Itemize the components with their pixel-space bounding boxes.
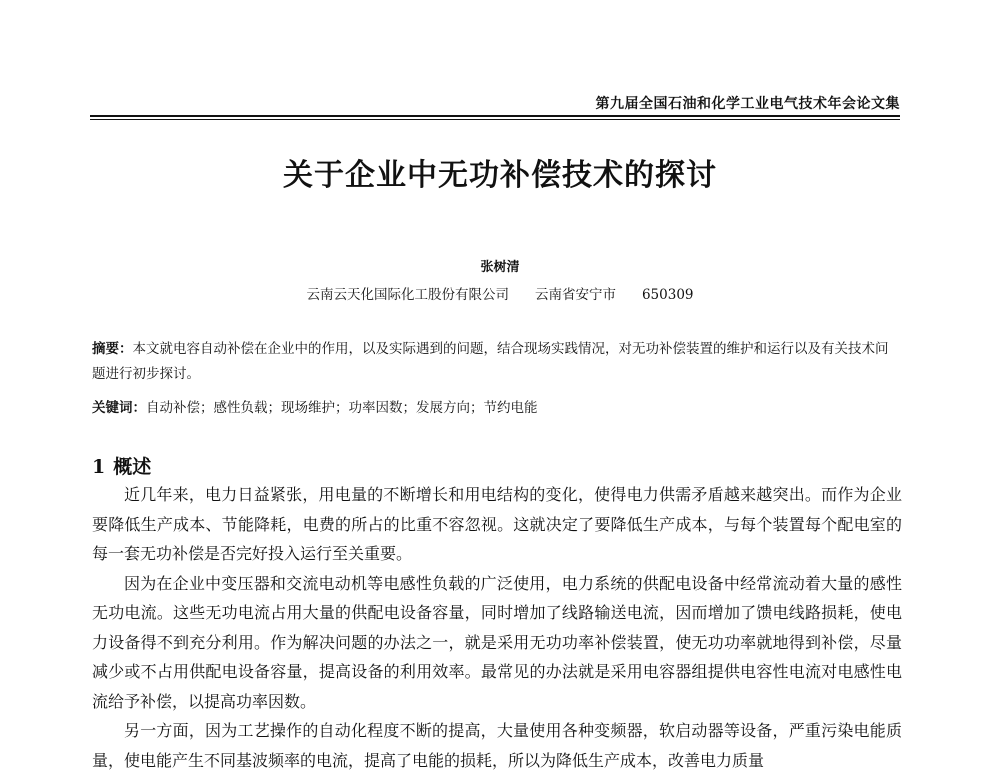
keywords [92, 398, 900, 418]
affiliation-org: 云南云天化国际化工股份有限公司 [306, 287, 509, 303]
abstract-label: 摘要： [92, 341, 133, 357]
affiliation-city: 云南省安宁市 [534, 287, 616, 303]
keywords-label: 关键词： [92, 400, 146, 416]
paragraph: 近几年来，电力日益紧张，用电量的不断增长和用电结构的变化，使得电力供需矛盾越来越突出。而作为企业要降低生产成本、节能降耗，电费的所占的比重不容忽视。这就决定了要降低生产成本，与每个装置每个配电室的每一套无功补偿是否完好投入运行至关重要。 [92, 485, 902, 563]
section-title: 概述 [113, 456, 152, 478]
section-number: 1 [92, 456, 106, 478]
paragraph: 另一方面，因为工艺操作的自动化程度不断的提高，大量使用各种变频器，软启动器等设备，严重污染电能质量，使电能产生不同基波频率的电流，提高了电能的损耗，所以为降低生产成本，改善电力质量 [92, 721, 902, 770]
affiliation-postcode: 650309 [641, 287, 694, 303]
header-rule-thin [90, 119, 900, 120]
paper-title: 关于企业中无功补偿技术的探讨 [283, 158, 717, 193]
author-name: 张树清 [480, 260, 520, 275]
abstract [92, 337, 900, 387]
keywords-text: 自动补偿；感性负载；现场维护；功率因数；发展方向；节约电能 [146, 400, 538, 416]
abstract-text: 本文就电容自动补偿在企业中的作用，以及实际遇到的问题，结合现场实践情况，对无功补偿装置的维护和运行以及有关技术问题进行初步探讨。 [92, 341, 889, 382]
body-text [92, 480, 902, 775]
header-rule-thick [90, 115, 900, 117]
affiliation-line [0, 283, 1000, 303]
running-head: 第九届全国石油和化学工业电气技术年会论文集 [595, 96, 900, 112]
paragraph: 因为在企业中变压器和交流电动机等电感性负载的广泛使用，电力系统的供配电设备中经常流动着大量的感性无功电流。这些无功电流占用大量的供配电设备容量，同时增加了线路输送电流，因而增加了馈电线路损耗，使电力设备得不到充分利用。作为解决问题的办法之一，就是采用无功功率补偿装置，使无功功率就地得到补偿，尽量减少或不占用供配电设备容量，提高设备的利用效率。最常见的办法就是采用电容器组提供电容性电流对电感性电流给予补偿，以提高功率因数。 [92, 573, 902, 711]
section-heading [92, 452, 151, 479]
